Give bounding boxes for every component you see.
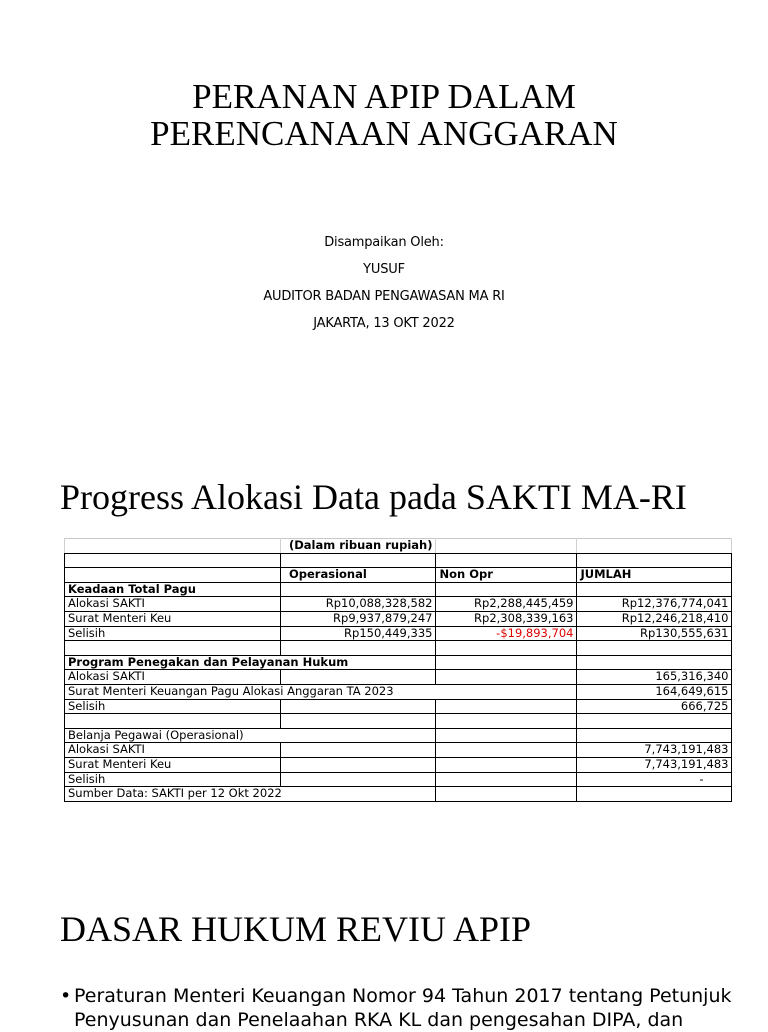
allocation-table [64, 538, 732, 802]
section-title-row [65, 582, 732, 597]
presenter-name: YUSUF [363, 262, 405, 277]
cell-jumlah: Rp12,376,774,041 [577, 597, 732, 612]
table-row [65, 670, 732, 685]
table-row [65, 714, 732, 729]
row-label: Alokasi SAKTI [65, 670, 281, 685]
table-unit-row [65, 539, 732, 554]
row-label: Selisih [65, 772, 281, 787]
table-row [65, 743, 732, 758]
bullet-text-line-2: Penyusunan dan Penelaahan RKA KL dan pengesahan DIPA, dan [74, 1009, 684, 1031]
table-header-row [65, 568, 732, 583]
source-note: Sumber Data: SAKTI per 12 Okt 2022 [65, 787, 436, 802]
table-row [65, 757, 732, 772]
section-title: Belanja Pegawai (Operasional) [65, 728, 436, 743]
table-row [65, 597, 732, 612]
unit-note: (Dalam ribuan rupiah) [281, 539, 436, 554]
row-label: Alokasi SAKTI [65, 743, 281, 758]
row-label: Alokasi SAKTI [65, 597, 281, 612]
title-line-2: PERENCANAAN ANGGARAN [150, 114, 618, 153]
col-header-non-opr: Non Opr [436, 568, 577, 583]
location-date: JAKARTA, 13 OKT 2022 [313, 316, 455, 331]
slide-heading: DASAR HUKUM REVIU APIP [60, 909, 532, 949]
presenter-role: AUDITOR BADAN PENGAWASAN MA RI [263, 289, 505, 304]
presented-by-label: Disampaikan Oleh: [324, 235, 444, 250]
table-row [65, 611, 732, 626]
row-label: Surat Menteri Keuangan Pagu Alokasi Anggaran TA 2023 [65, 684, 577, 699]
cell-non-opr-negative: -$19,893,704 [436, 626, 577, 641]
bullet-icon: • [60, 985, 72, 1007]
section-title: Keadaan Total Pagu [65, 582, 281, 597]
table-row [65, 699, 732, 714]
table-row [65, 641, 732, 656]
table-row [65, 772, 732, 787]
cell-operasional: Rp9,937,879,247 [281, 611, 436, 626]
table-row [65, 553, 732, 568]
cell-jumlah: Rp12,246,218,410 [577, 611, 732, 626]
bullet-text-line-1: Peraturan Menteri Keuangan Nomor 94 Tahun 2017 tentang Petunjuk [74, 985, 732, 1007]
section-title-row [65, 728, 732, 743]
section-title-row [65, 655, 732, 670]
cell-jumlah: 7,743,191,483 [577, 757, 732, 772]
table-source-row [65, 787, 732, 802]
allocation-table-wrapper [64, 538, 732, 802]
cell-jumlah: 164,649,615 [577, 684, 732, 699]
cell-operasional: Rp10,088,328,582 [281, 597, 436, 612]
cell-operasional: Rp150,449,335 [281, 626, 436, 641]
cell-non-opr: Rp2,288,445,459 [436, 597, 577, 612]
cell-jumlah: 666,725 [577, 699, 732, 714]
cell-jumlah: 7,743,191,483 [577, 743, 732, 758]
table-row [65, 626, 732, 641]
col-header-jumlah: JUMLAH [577, 568, 732, 583]
title-slide [0, 0, 768, 440]
cell-jumlah: - [577, 772, 732, 787]
slide-heading: Progress Alokasi Data pada SAKTI MA-RI [60, 477, 687, 517]
row-label: Selisih [65, 626, 281, 641]
slide-title [0, 78, 768, 152]
cell-jumlah: 165,316,340 [577, 670, 732, 685]
cell-non-opr: Rp2,308,339,163 [436, 611, 577, 626]
row-label: Surat Menteri Keu [65, 757, 281, 772]
row-label: Surat Menteri Keu [65, 611, 281, 626]
cell-jumlah: Rp130,555,631 [577, 626, 732, 641]
section-title: Program Penegakan dan Pelayanan Hukum [65, 655, 436, 670]
progress-slide [0, 458, 768, 828]
table-row [65, 684, 732, 699]
title-line-1: PERANAN APIP DALAM [192, 77, 576, 116]
legal-basis-slide [0, 880, 768, 1031]
row-label: Selisih [65, 699, 281, 714]
col-header-operasional: Operasional [281, 568, 436, 583]
presenter-info [0, 229, 768, 337]
